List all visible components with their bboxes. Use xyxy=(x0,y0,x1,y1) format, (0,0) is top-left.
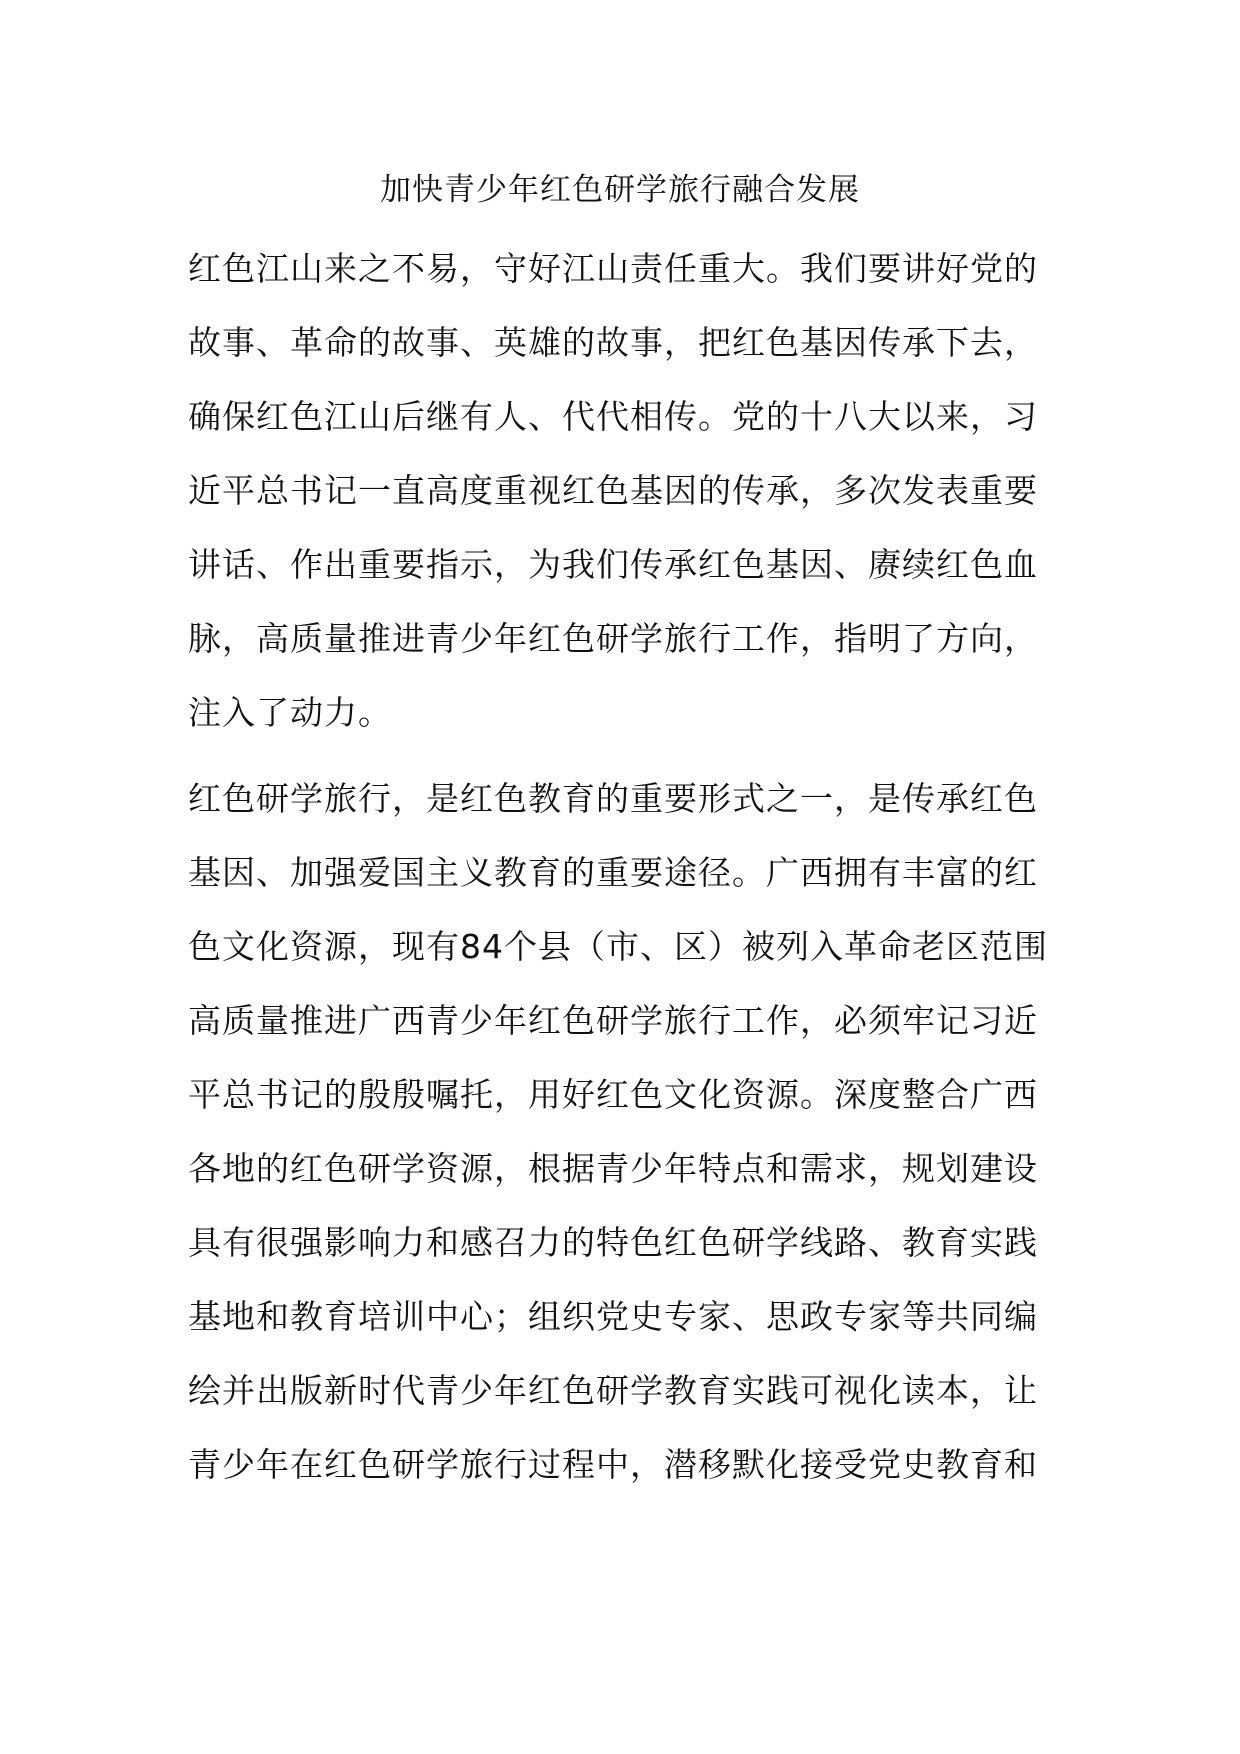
document-title: 加快青少年红色研学旅行融合发展 xyxy=(380,172,860,208)
paragraph-2: 红色研学旅行，是红色教育的重要形式之一，是传承红色基因、加强爱国主义教育的重要途径。广西拥有丰富的红色文化资源，现有84个县（市、区）被列入革命老区范围高质量推进广西青少年红色研学旅行工作，必须牢记习近平总书记的殷殷嘱托，用好红色文化资源。深度整合广西各地的红色研学资源，根据青少年特点和需求，规划建设具有很强影响力和感召力的特色红色研学线路、教育实践基地和教育培训中心；组织党史专家、思政专家等共同编绘并出版新时代青少年红色研学教育实践可视化读本，让青少年在红色研学旅行过程中，潜移默化接受党史教育和 xyxy=(188,779,1048,1484)
document-body xyxy=(188,232,1054,1514)
paragraph-1: 红色江山来之不易，守好江山责任重大。我们要讲好党的故事、革命的故事、英雄的故事，把红色基因传承下去，确保红色江山后继有人、代代相传。党的十八大以来，习近平总书记一直高度重视红色基因的传承，多次发表重要讲话、作出重要指示，为我们传承红色基因、赓续红色血脉，高质量推进青少年红色研学旅行工作，指明了方向，注入了动力。 xyxy=(188,249,1038,732)
